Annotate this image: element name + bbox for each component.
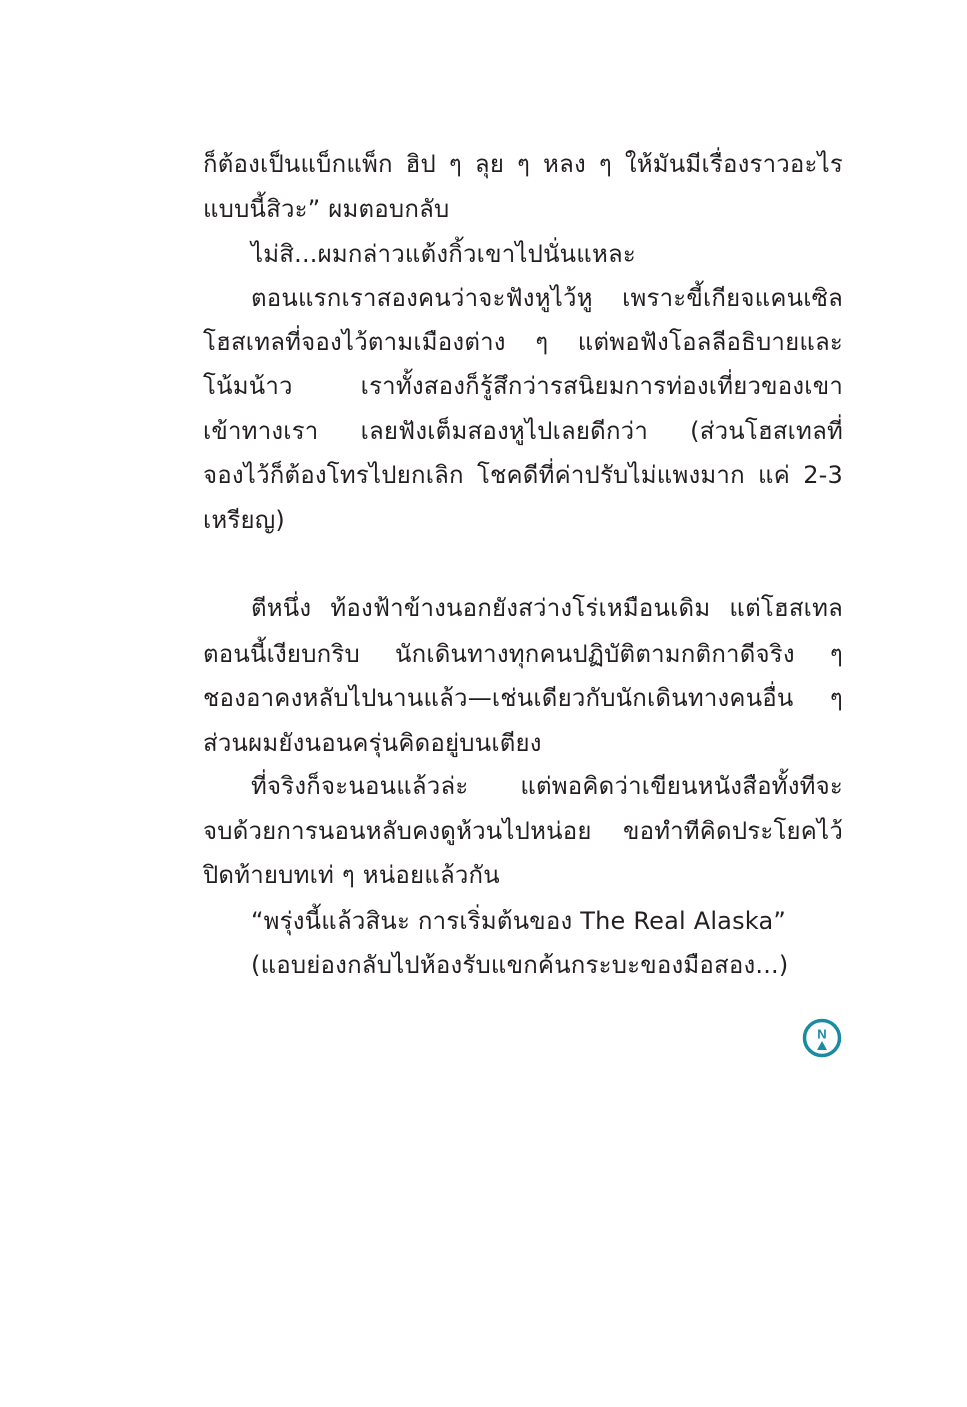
body-text-line: เข้าทางเรา เลยฟังเต็มสองหูไปเลยดีกว่า (ส่วนโฮสเทลที่ (203, 417, 843, 445)
body-text-line: จองไว้ก็ต้องโทรไปยกเลิก โชคดีที่ค่าปรับไม่แพงมาก แค่ 2-3 (203, 461, 843, 489)
body-text-line: (แอบย่องกลับไปห้องรับแขกค้นกระบะของมือสอง...) (251, 951, 789, 979)
body-text-line: ชองอาคงหลับไปนานแล้ว—เช่นเดียวกับนักเดินทางคนอื่น ๆ (203, 684, 843, 712)
body-text-line: ก็ต้องเป็นแบ็กแพ็ก ฮิป ๆ ลุย ๆ หลง ๆ ให้มันมีเรื่องราวอะไร (203, 150, 843, 178)
body-text-line: ที่จริงก็จะนอนแล้วล่ะ แต่พอคิดว่าเขียนหนังสือทั้งทีจะ (251, 772, 843, 800)
quote-line: “พรุ่งนี้แล้วสินะ การเริ่มต้นของ The Real Alaska” (251, 907, 787, 935)
body-text-line: ตอนนี้เงียบกริบ นักเดินทางทุกคนปฏิบัติตามกติกาดีจริง ๆ (203, 640, 843, 668)
body-text-line: จบด้วยการนอนหลับคงดูห้วนไปหน่อย ขอทำทีคิดประโยคไว้ (203, 817, 843, 845)
body-text-line: ไม่สิ...ผมกล่าวแต้งกิ้วเขาไปนั่นแหละ (251, 240, 636, 268)
body-text-line: โฮสเทลที่จองไว้ตามเมืองต่าง ๆ แต่พอฟังโอลลีอธิบายและ (203, 328, 843, 356)
body-text-line: ส่วนผมยังนอนครุ่นคิดอยู่บนเตียง (203, 729, 542, 757)
body-text-line: แบบนี้สิวะ” ผมตอบกลับ (203, 195, 450, 223)
body-text-line: เหรียญ) (203, 506, 285, 534)
body-text-line: ตีหนึ่ง ท้องฟ้าข้างนอกยังสว่างโร่เหมือนเดิม แต่โฮสเทล (251, 594, 843, 622)
body-text-line: ตอนแรกเราสองคนว่าจะฟังหูไว้หู เพราะขี้เกียจแคนเซิล (251, 284, 843, 312)
compass-n-letter: N (817, 1026, 827, 1042)
body-text-line: ปิดท้ายบทเท่ ๆ หน่อยแล้วกัน (203, 861, 500, 889)
compass-n-end-mark-icon (802, 1018, 842, 1058)
body-text-line: โน้มน้าว เราทั้งสองก็รู้สึกว่ารสนิยมการท่องเที่ยวของเขา (203, 372, 843, 400)
